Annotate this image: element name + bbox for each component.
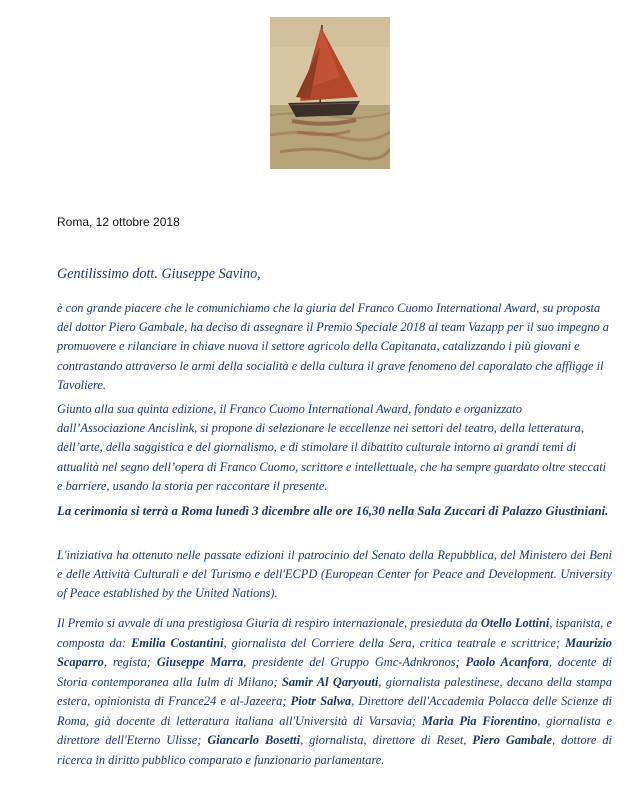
paragraph-jury: Il Premio si avvale di una prestigiosa Giuria di respiro internazionale, presieduta da Otello Lottini, ispanista, e composta da: Emilia Costantini, giornalista del Corriere della Sera, critica teatrale e scrittrice; Maurizio Scaparro, regista; Giuseppe Marra, presidente del Gruppo Gmc-Adnkronos; Paolo Acanfora, docente di Storia contemporanea alla Iulm di Milano; Samir Al Qaryouti, giornalista palestinese, decano della stampa estera, opinionista di France24 e al-Jazeera; Piotr Salwa, Direttore dell'Accademia Polacca delle Scienze di Roma, già docente di letteratura italiana all'Università di Varsavia; Maria Pia Fiorentino, giornalista e direttore dell'Eterno Ulisse; Giancarlo Bosetti, giornalista, direttore di Reset, Piero Gambale, dottore di ricerca in diritto pubblico comparato e funzionario parlamentare. [57,616,613,767]
painting-artwork [270,17,390,169]
sailboat-painting [270,17,390,169]
jury-member-name: Emilia Costantini [131,635,224,650]
letter-greeting: Gentilissimo dott. Giuseppe Savino, [57,266,261,282]
jury-member-name: Giancarlo Bosetti [207,733,301,747]
jury-member-name: Piotr Salwa [290,694,352,708]
paragraph-patronage: L'iniziativa ha ottenuto nelle passate edizioni il patrocinio del Senato della Repubblica, del Ministero dei Beni e delle Attività Culturali e del Turismo e dell'ECPD (European Center for Peace and Development. University of Peace established by the United Nations). [57,548,612,601]
jury-member-name: Maurizio Scaparro [57,635,612,669]
jury-member-name: Otello Lottini [480,616,550,630]
jury-member-name: Samir Al Qaryouti [281,674,379,689]
jury-member-name: Piero Gambale [472,733,553,747]
jury-member-name: Giuseppe Marra [156,655,244,669]
jury-member-name: Maria Pia Fiorentino [421,713,538,728]
paragraph-ceremony-details: La cerimonia si terrà a Roma lunedì 3 dicembre alle ore 16,30 nella Sala Zuccari di Palazzo Giustiniani. [57,504,609,518]
letter-date: Roma, 12 ottobre 2018 [57,215,180,229]
paragraph-award-description: Giunto alla sua quinta edizione, il Franco Cuomo International Award, fondato e organizzato dall’Associazione Ancislink, si propone di selezionare le eccellenze nei settori del teatro, della letteratura, dell’arte, della saggistica e del giornalismo, e di stimolare il dibattito culturale intorno ai grandi temi di attualità nel segno dell’opera di Franco Cuomo, scrittore e intellettuale, che ha sempre guardato oltre steccati e barriere, usando la storia per raccontare il presente. [57,402,607,493]
jury-member-name: Paolo Acanfora [465,655,549,669]
paragraph-award-announcement: è con grande piacere che le comunichiamo che la giuria del Franco Cuomo International Award, su proposta del dottor Piero Gambale, ha deciso di assegnare il Premio Speciale 2018 al team Vazapp per il suo impegno a promuovere e rilanciare in chiave nuova il settore agricolo della Capitanata, catalizzando i più giovani e contrastando attraverso le armi della socialità e della cultura il grave fenomeno del caporalato che affligge il Tavoliere. [57,301,609,392]
